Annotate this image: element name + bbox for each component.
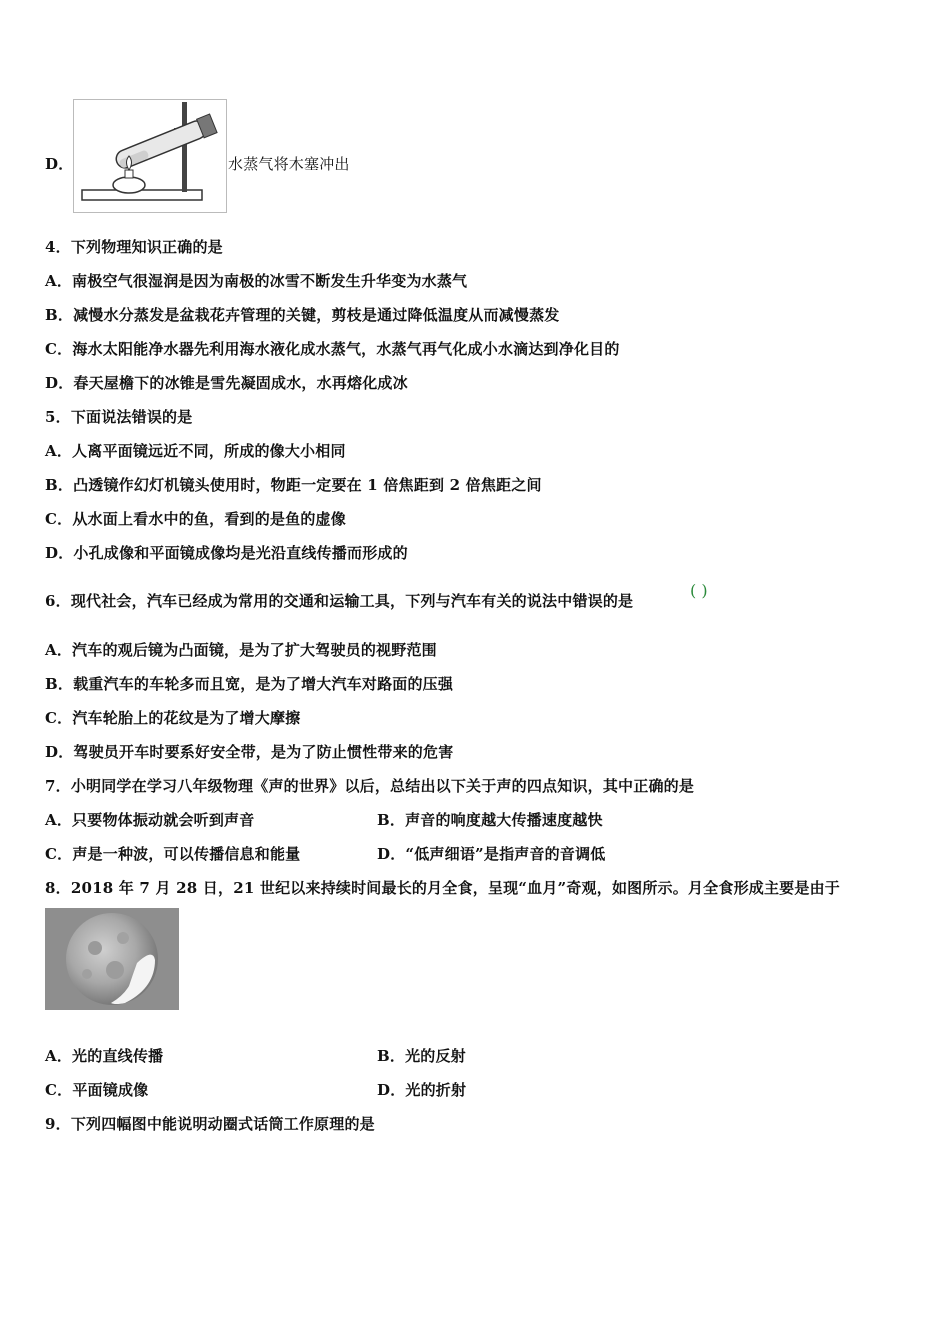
steam-apparatus-drawing (74, 100, 226, 212)
q7-option-c: C．声是一种波，可以传播信息和能量 (45, 845, 301, 863)
q5-option-d: D．小孔成像和平面镜成像均是光沿直线传播而形成的 (45, 544, 408, 562)
q8-stem: 8．2018 年 7 月 28 日，21 世纪以来持续时间最长的月全食，呈现“血月”奇观，如图所示。月全食形成主要是由于 (45, 879, 840, 897)
q7-option-b: B．声音的响度越大传播速度越快 (377, 811, 603, 829)
q6-stem: 6．现代社会，汽车已经成为常用的交通和运输工具，下列与汽车有关的说法中错误的是 (45, 592, 634, 610)
q6-option-d: D．驾驶员开车时要系好安全带，是为了防止惯性带来的危害 (45, 743, 454, 761)
q6-option-a: A．汽车的观后镜为凸面镜，是为了扩大驾驶员的视野范围 (45, 641, 437, 659)
q5-stem: 5．下面说法错误的是 (45, 408, 193, 426)
q4-option-c: C．海水太阳能净水器先利用海水液化成水蒸气，水蒸气再气化成小水滴达到净化目的 (45, 340, 620, 358)
q3-option-d-text: 水蒸气将木塞冲出 (228, 155, 350, 173)
q5-option-a: A．人离平面镜远近不同，所成的像大小相同 (45, 442, 346, 460)
q8-option-b: B．光的反射 (377, 1047, 466, 1065)
q8-option-d: D．光的折射 (377, 1081, 467, 1099)
q7-option-a: A．只要物体振动就会听到声音 (45, 811, 255, 829)
q6-option-c: C．汽车轮胎上的花纹是为了增大摩擦 (45, 709, 301, 727)
q6-option-b: B．载重汽车的车轮多而且宽，是为了增大汽车对路面的压强 (45, 675, 454, 693)
q7-stem: 7．小明同学在学习八年级物理《声的世界》以后，总结出以下关于声的四点知识，其中正确的是 (45, 777, 695, 795)
q8-option-c: C．平面镜成像 (45, 1081, 149, 1099)
q4-option-a: A．南极空气很湿润是因为南极的冰雪不断发生升华变为水蒸气 (45, 272, 468, 290)
blood-moon-figure (45, 908, 179, 1010)
q5-option-b: B．凸透镜作幻灯机镜头使用时，物距一定要在 1 倍焦距到 2 倍焦距之间 (45, 476, 542, 494)
q6-answer-paren: ( ) (690, 581, 708, 600)
q3-option-d-label: D． (45, 155, 74, 173)
q5-option-c: C．从水面上看水中的鱼，看到的是鱼的虚像 (45, 510, 346, 528)
q8-option-a: A．光的直线传播 (45, 1047, 164, 1065)
q4-option-d: D．春天屋檐下的冰锥是雪先凝固成水，水再熔化成冰 (45, 374, 408, 392)
lunar-eclipse-drawing (45, 908, 179, 1010)
q4-stem: 4．下列物理知识正确的是 (45, 238, 223, 256)
steam-apparatus-figure (73, 99, 227, 213)
q7-option-d: D．“低声细语”是指声音的音调低 (377, 845, 606, 863)
q4-option-b: B．减慢水分蒸发是盆栽花卉管理的关键，剪枝是通过降低温度从而减慢蒸发 (45, 306, 560, 324)
q9-stem: 9．下列四幅图中能说明动圈式话筒工作原理的是 (45, 1115, 375, 1133)
